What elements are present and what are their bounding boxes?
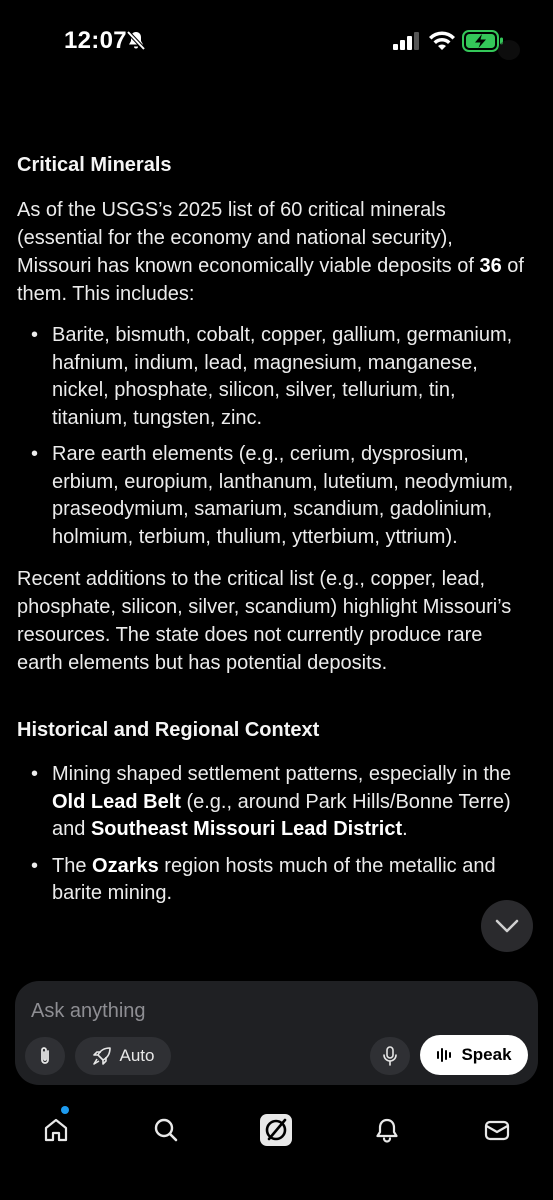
home-badge xyxy=(61,1106,69,1114)
paperclip-icon xyxy=(38,1046,52,1066)
list-item xyxy=(17,853,532,908)
envelope-icon xyxy=(483,1116,511,1144)
camera-indicator xyxy=(498,40,520,60)
list-text: region hosts much of the metallic and barite mining. xyxy=(52,854,496,904)
search-icon xyxy=(152,1116,180,1144)
list-bold-text: Southeast Missouri Lead District xyxy=(90,818,403,840)
nav-messages[interactable] xyxy=(477,1110,517,1150)
list-text: The xyxy=(52,854,93,877)
auto-mode-button[interactable] xyxy=(75,1037,171,1075)
home-icon xyxy=(42,1116,70,1144)
composer xyxy=(15,981,538,1085)
list-bold-text: Ozarks xyxy=(92,854,159,877)
nav-search[interactable] xyxy=(146,1110,186,1150)
nav-notifications[interactable] xyxy=(367,1110,407,1150)
bell-slash-icon xyxy=(126,30,146,52)
wifi-icon xyxy=(428,30,456,52)
list-text: Mining shaped settlement patterns, especially in the xyxy=(52,763,512,785)
list-text: (e.g., around Park Hills/Bonne Terre) and xyxy=(52,790,511,840)
intro-text: As of the USGS’s 2025 list of 60 critical minerals (essential for the economy and national security), Missouri has known economically viable deposits of xyxy=(17,199,480,277)
list-bold-text: Old Lead Belt xyxy=(52,790,181,813)
microphone-button[interactable] xyxy=(370,1037,410,1075)
voice-waveform-icon xyxy=(436,1047,454,1063)
list-item xyxy=(17,761,532,844)
bottom-nav xyxy=(0,1100,553,1160)
section-heading-critical-minerals: Critical Minerals xyxy=(17,154,172,176)
attach-button[interactable] xyxy=(25,1037,65,1075)
auto-label: Auto xyxy=(119,1046,155,1065)
list-text: . xyxy=(402,818,408,840)
signal-icon xyxy=(392,32,422,50)
ask-input[interactable] xyxy=(31,997,511,1025)
intro-count: 36 xyxy=(479,255,502,277)
historical-list xyxy=(17,761,532,908)
nav-home[interactable] xyxy=(36,1110,76,1150)
grok-icon xyxy=(258,1112,294,1148)
intro-paragraph xyxy=(17,196,532,308)
status-bar xyxy=(0,0,553,80)
nav-grok[interactable] xyxy=(256,1110,296,1150)
speak-label: Speak xyxy=(461,1045,512,1064)
section-heading-historical: Historical and Regional Context xyxy=(17,719,320,741)
response-content xyxy=(17,150,532,922)
chevron-down-icon xyxy=(495,919,519,933)
closing-paragraph: Recent additions to the critical list (e.g., copper, lead, phosphate, silicon, silver, scandium) highlight Missouri’s resources. The state does not currently produce rare earth elements but has potential deposits. xyxy=(17,568,512,674)
list-item: • Barite, bismuth, cobalt, copper, gallium, germanium, hafnium, indium, lead, magnesium, manganese, nickel, phosphate, silicon, silver, tellurium, tin, titanium, tungsten, zinc. xyxy=(17,322,532,432)
microphone-icon xyxy=(382,1046,398,1066)
scroll-down-button[interactable] xyxy=(481,900,533,952)
list-item: • Rare earth elements (e.g., cerium, dysprosium, erbium, europium, lanthanum, lutetium, neodymium, praseodymium, samarium, scandium, gadolinium, holmium, terbium, thulium, ytterbium, yttrium). xyxy=(17,441,532,551)
minerals-list xyxy=(17,322,532,551)
rocket-icon xyxy=(92,1046,112,1066)
status-time: 12:07 xyxy=(64,27,127,54)
bell-icon xyxy=(373,1116,401,1144)
intro-text-end: of them. This includes: xyxy=(17,255,524,305)
speak-button[interactable] xyxy=(420,1035,528,1075)
